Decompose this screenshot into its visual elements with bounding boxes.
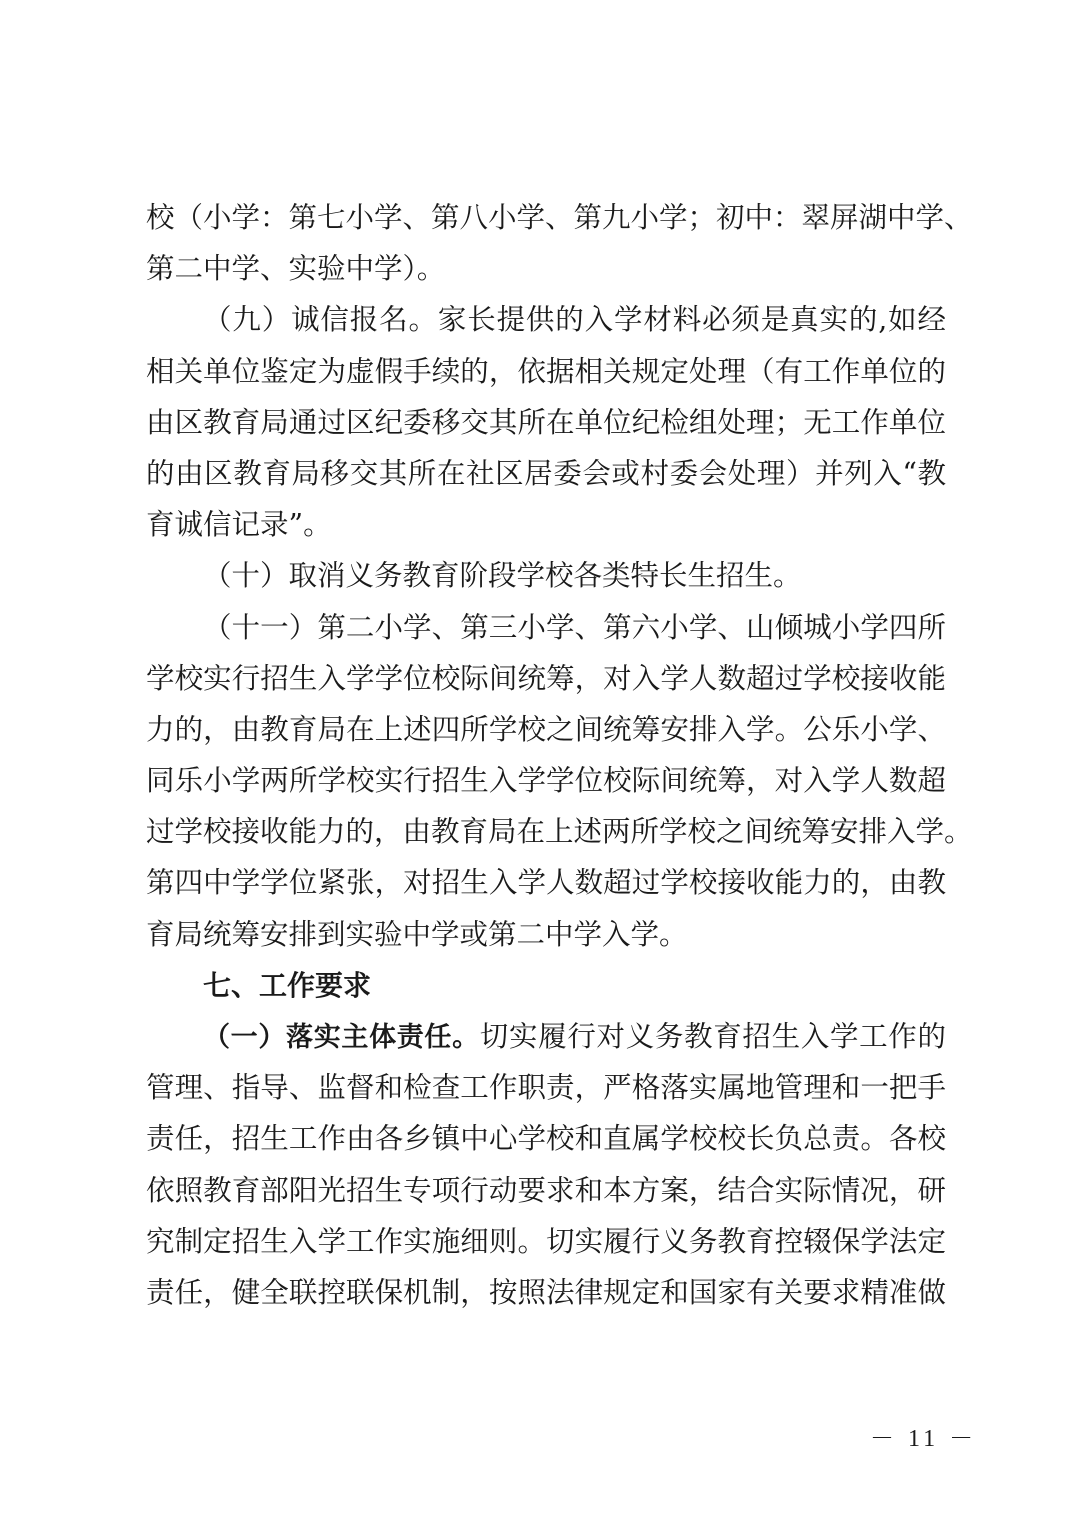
text-line: 究制定招生入学工作实施细则。切实履行义务教育控辍保学法定 <box>146 1224 946 1258</box>
text-line: 力的，由教育局在上述四所学校之间统筹安排入学。公乐小学、 <box>146 712 946 746</box>
text-line: 责任，健全联控联保机制，按照法律规定和国家有关要求精准做 <box>146 1275 946 1309</box>
text-line: 学校实行招生入学学位校际间统筹，对入学人数超过学校接收能 <box>146 661 946 695</box>
text-line: 育局统筹安排到实验中学或第二中学入学。 <box>146 917 688 951</box>
text-line: 过学校接收能力的，由教育局在上述两所学校之间统筹安排入学。 <box>146 815 973 849</box>
page-number: － 11 － <box>870 1426 978 1452</box>
text-line: 由区教育局通过区纪委移交其所在单位纪检组处理；无工作单位 <box>146 405 946 439</box>
text-line: 依照教育部阳光招生专项行动要求和本方案，结合实际情况，研 <box>146 1173 946 1207</box>
paragraph-start-line: （九）诚信报名。家长提供的入学材料必须是真实的,如经 <box>203 303 946 337</box>
paragraph-start-line: （十一）第二小学、第三小学、第六小学、山倾城小学四所 <box>203 610 946 644</box>
subsection-lead: （一）落实主体责任。 <box>203 1022 480 1053</box>
section-heading: 七、工作要求 <box>203 968 372 1002</box>
text-line: 责任，招生工作由各乡镇中心学校和直属学校校长负总责。各校 <box>146 1122 946 1156</box>
text-fragment: 切实履行对义务教育招生入学工作的 <box>479 1020 946 1053</box>
text-line: 第二中学、实验中学）。 <box>146 252 446 286</box>
body-text <box>146 192 973 1318</box>
text-line: 管理、指导、监督和检查工作职责，严格落实属地管理和一把手 <box>146 1071 946 1105</box>
paragraph-start-line <box>146 1011 946 1062</box>
text-line: 校（小学：第七小学、第八小学、第九小学；初中：翠屏湖中学、 <box>146 201 973 234</box>
text-line: 同乐小学两所学校实行招生入学学位校际间统筹，对入学人数超 <box>146 764 946 798</box>
text-line: 的由区教育局移交其所在社区居委会或村委会处理）并列入“教 <box>146 456 946 490</box>
text-line: 相关单位鉴定为虚假手续的，依据相关规定处理（有工作单位的 <box>146 354 946 388</box>
text-line: 育诚信记录”。 <box>146 508 332 542</box>
paragraph-start-line: （十）取消义务教育阶段学校各类特长生招生。 <box>203 559 802 593</box>
text-line: 第四中学学位紧张，对招生入学人数超过学校接收能力的，由教 <box>146 866 946 900</box>
